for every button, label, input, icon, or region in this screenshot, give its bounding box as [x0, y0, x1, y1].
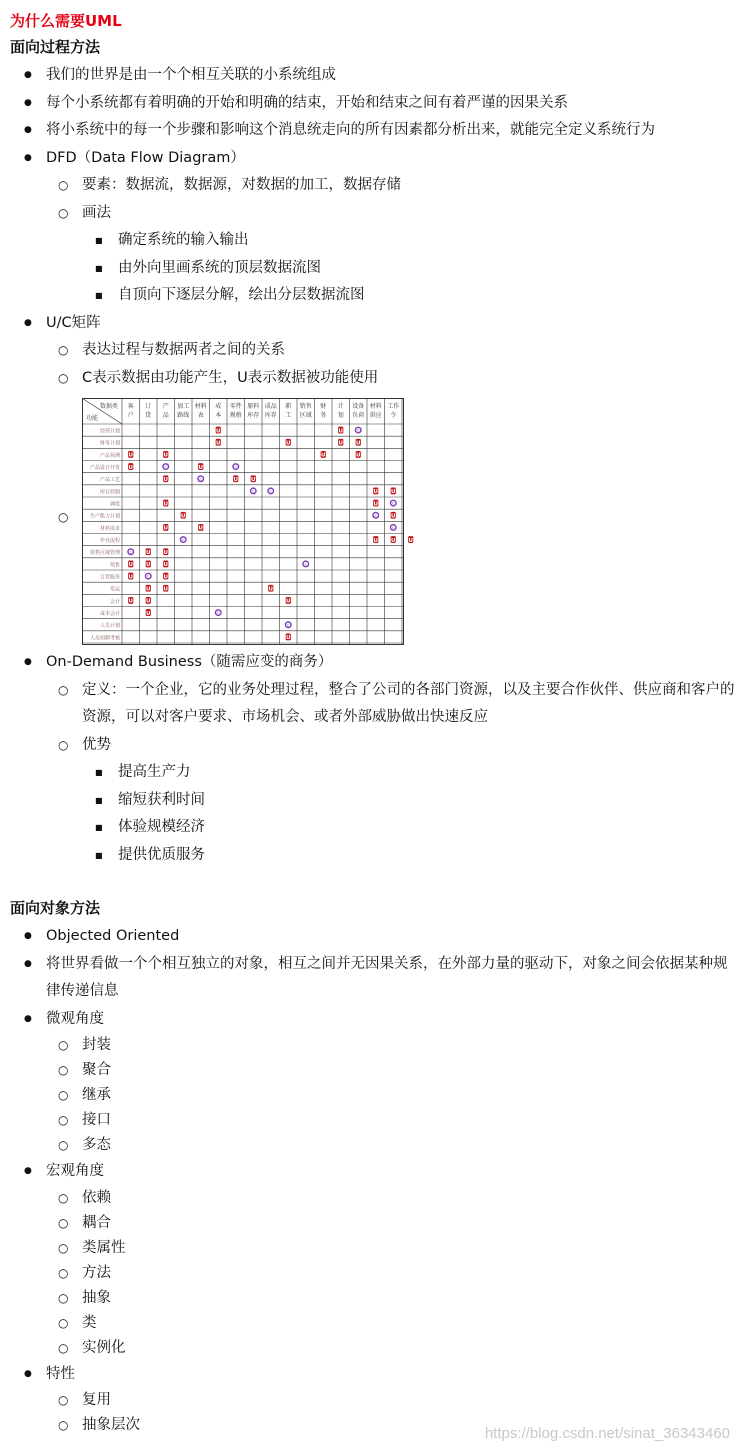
list-item: ■ 体验规模经济: [82, 814, 738, 842]
matrix-cell-label: U: [163, 586, 168, 593]
list-item-matrix: [46, 392, 738, 649]
matrix-cell-label: U: [146, 549, 151, 556]
matrix-column-header: 客户: [127, 403, 134, 419]
matrix-cell-label: U: [391, 513, 396, 520]
matrix-column-header: 工作令: [387, 403, 400, 419]
matrix-cell-label: C: [304, 562, 308, 567]
list-item-advantages: [46, 732, 738, 870]
matrix-row-label: 财务计划: [99, 440, 120, 447]
matrix-cell-label: U: [391, 489, 396, 496]
matrix-column-header: 职工: [285, 403, 292, 419]
list-item: ● 每个小系统都有着明确的开始和明确的结束，开始和结束之间有着严谨的因果关系: [10, 90, 738, 118]
drawing-label: 画法: [82, 204, 111, 221]
list-item: ● Objected Oriented: [10, 923, 738, 951]
list-item: ○ 多态: [46, 1133, 738, 1158]
matrix-cell-label: U: [163, 525, 168, 532]
matrix-cell-label: U: [251, 476, 256, 483]
advantages-list: [82, 759, 738, 869]
matrix-column-header: 成本: [215, 403, 222, 419]
uc-matrix-image: [82, 398, 413, 645]
oo-list: [10, 923, 738, 1438]
matrix-cell-label: U: [146, 586, 151, 593]
procedural-list: [10, 62, 738, 869]
matrix-row-label: 人员计划: [99, 623, 120, 630]
matrix-cell-label: U: [181, 513, 186, 520]
section-heading-oo: 面向对象方法: [10, 899, 101, 917]
list-item-macro: [10, 1158, 738, 1361]
uc-matrix-table: [82, 398, 413, 645]
list-item: ■ 确定系统的输入输出: [82, 227, 738, 255]
micro-label: 微观角度: [46, 1010, 104, 1027]
corner-label-top: ○ 数据类: [99, 403, 118, 410]
matrix-cell-label: C: [164, 465, 168, 470]
matrix-column-header: 订货: [145, 403, 152, 419]
matrix-cell-label: U: [321, 452, 326, 459]
matrix-column-header: 销售区域: [299, 403, 312, 419]
matrix-cell-label: U: [356, 452, 361, 459]
matrix-cell-label: U: [233, 476, 238, 483]
traits-label: 特性: [46, 1365, 75, 1382]
list-item: ○ 类: [46, 1311, 738, 1336]
matrix-cell-label: U: [216, 440, 221, 447]
matrix-cell-label: C: [356, 428, 360, 433]
matrix-cell-label: U: [163, 562, 168, 569]
matrix-cell-label: U: [286, 635, 291, 642]
section-spacer: [10, 869, 738, 897]
list-item-ondemand: [10, 649, 738, 869]
matrix-column-header: 材料表: [194, 403, 207, 419]
matrix-row-label: 产品设计开发: [89, 465, 120, 472]
matrix-cell-label: U: [198, 464, 203, 471]
matrix-cell-label: C: [199, 477, 203, 482]
list-item: ○ 复用: [46, 1388, 738, 1413]
uc-sublist: [46, 337, 738, 649]
matrix-row-label: 调度: [109, 501, 120, 508]
list-item: ○ 抽象: [46, 1286, 738, 1311]
matrix-cell-label: C: [251, 489, 255, 494]
matrix-row-label: 成本会计: [99, 611, 120, 618]
matrix-column-header: 产品: [162, 403, 169, 419]
dfd-label: DFD（Data Flow Diagram）: [46, 149, 245, 166]
matrix-cell-label: U: [128, 598, 133, 605]
matrix-column-header: 原料库存: [247, 403, 260, 419]
macro-sublist: [46, 1186, 738, 1361]
matrix-cell-label: C: [391, 526, 395, 531]
matrix-cell-label: U: [356, 440, 361, 447]
list-item: ○ 实例化: [46, 1336, 738, 1361]
uc-label: U/C矩阵: [46, 314, 101, 331]
list-item: ○ 耦合: [46, 1211, 738, 1236]
matrix-row-label: 库存控制: [99, 489, 120, 496]
matrix-cell-label: C: [181, 538, 185, 543]
advantages-label: 优势: [82, 736, 111, 753]
matrix-column-header: 设备负荷: [352, 403, 365, 419]
matrix-cell-label: U: [268, 586, 273, 593]
matrix-cell-label: U: [146, 562, 151, 569]
matrix-row-label: 作业流程: [99, 538, 120, 545]
list-item: ● 将小系统中的每一个步骤和影响这个消息统走向的所有因素都分析出来，就能完全定义系统行为: [10, 117, 738, 145]
matrix-row-label: 订货服务: [99, 574, 120, 581]
matrix-cell-label: U: [216, 428, 221, 435]
matrix-cell-label: U: [338, 428, 343, 435]
matrix-row-label: 产品预测: [99, 452, 120, 459]
list-item: ○ 依赖: [46, 1186, 738, 1211]
list-item-uc: [10, 310, 738, 650]
list-item: ■ 缩短获利时间: [82, 787, 738, 815]
list-item: ○ 聚合: [46, 1058, 738, 1083]
matrix-column-header: 计划: [337, 403, 344, 419]
micro-sublist: [46, 1033, 738, 1158]
matrix-cell-label: U: [146, 610, 151, 617]
matrix-row-label: 经营计划: [99, 428, 120, 435]
matrix-cell-label: C: [146, 574, 150, 579]
list-item: ● 我们的世界是由一个个相互关联的小系统组成: [10, 62, 738, 90]
matrix-cell-label: U: [128, 574, 133, 581]
matrix-cell-label: U: [128, 464, 133, 471]
matrix-row-label: 产品工艺: [99, 477, 120, 484]
matrix-cell-label: U: [408, 537, 413, 544]
matrix-cell-label: C: [216, 611, 220, 616]
matrix-column-header: 零件规格: [229, 403, 242, 419]
matrix-cell-label: U: [286, 440, 291, 447]
oo-block: [10, 923, 738, 1438]
matrix-row-label: 生产能力计划: [89, 513, 120, 520]
matrix-cell-label: C: [234, 465, 238, 470]
list-item-drawing: [46, 200, 738, 310]
matrix-row-label: 人员招聘考核: [89, 635, 120, 642]
list-item: ○ 类属性: [46, 1236, 738, 1261]
matrix-cell-label: U: [163, 476, 168, 483]
matrix-cell-label: U: [163, 574, 168, 581]
list-item: ○ 表达过程与数据两者之间的关系: [46, 337, 738, 365]
matrix-row-label: 发运: [109, 586, 120, 593]
matrix-row-label: 材料需求: [99, 525, 120, 532]
watermark: https://blog.csdn.net/sinat_36343460: [484, 1425, 730, 1442]
matrix-cell-label: U: [128, 452, 133, 459]
list-item: ○ 方法: [46, 1261, 738, 1286]
matrix-cell-label: U: [286, 598, 291, 605]
matrix-cell-label: U: [391, 537, 396, 544]
matrix-cell-label: U: [163, 501, 168, 508]
matrix-cell-label: U: [146, 598, 151, 605]
matrix-row-label: 销售: [109, 562, 120, 569]
section-heading-procedural: 面向过程方法: [10, 38, 101, 56]
matrix-cell-label: C: [374, 513, 378, 518]
list-item: ○ 定义：一个企业，它的业务处理过程，整合了公司的各部门资源，以及主要合作伙伴、供应商和客户的资源，可以对客户要求、市场机会、或者外部威胁做出快速反应: [46, 677, 738, 732]
matrix-cell-label: U: [163, 549, 168, 556]
matrix-cell-label: U: [373, 501, 378, 508]
list-item: ○ 封装: [46, 1033, 738, 1058]
matrix-cell-label: U: [163, 452, 168, 459]
list-item: ■ 提供优质服务: [82, 842, 738, 870]
list-item: ○ 抽象层次: [46, 1413, 738, 1438]
matrix-column-header: 成品库存: [264, 403, 277, 419]
list-item: ■ 自顶向下逐层分解，绘出分层数据流图: [82, 282, 738, 310]
list-item-dfd: [10, 145, 738, 310]
dfd-sublist: [46, 172, 738, 310]
matrix-cell-label: U: [338, 440, 343, 447]
matrix-cell-label: U: [373, 537, 378, 544]
drawing-steps: [82, 227, 738, 310]
matrix-cell-label: U: [128, 562, 133, 569]
list-item: ● 将世界看做一个个相互独立的对象，相互之间并无因果关系，在外部力量的驱动下，对象之间会依据某种规律传递信息: [10, 951, 738, 1006]
macro-label: 宏观角度: [46, 1163, 104, 1179]
list-item: ○ 继承: [46, 1083, 738, 1108]
page-title: 为什么需要UML: [10, 12, 122, 30]
matrix-row-label: 会计: [109, 598, 120, 605]
matrix-cell-label: C: [391, 501, 395, 506]
list-item: ○ 要素：数据流，数据源，对数据的加工，数据存储: [46, 172, 738, 200]
corner-label-bottom: 功能: [86, 415, 99, 422]
matrix-cell-label: C: [129, 550, 133, 555]
list-item-micro: [10, 1006, 738, 1159]
list-item: ○ 接口: [46, 1108, 738, 1133]
matrix-column-header: 财务: [320, 403, 327, 419]
list-item: ■ 提高生产力: [82, 759, 738, 787]
ondemand-label: On-Demand Business（随需应变的商务）: [46, 654, 333, 670]
matrix-cell-label: C: [269, 489, 273, 494]
list-item: ○ C表示数据由功能产生，U表示数据被功能使用: [46, 365, 738, 393]
matrix-column-header: 材料供应: [369, 403, 382, 419]
matrix-column-header: 加工路线: [177, 403, 190, 419]
matrix-row-label: 销售区域管理: [89, 550, 120, 557]
list-item: ■ 由外向里画系统的顶层数据流图: [82, 255, 738, 283]
ondemand-sublist: [46, 677, 738, 870]
matrix-cell-label: C: [286, 623, 290, 628]
matrix-cell-label: U: [373, 489, 378, 496]
matrix-cell-label: U: [198, 525, 203, 532]
